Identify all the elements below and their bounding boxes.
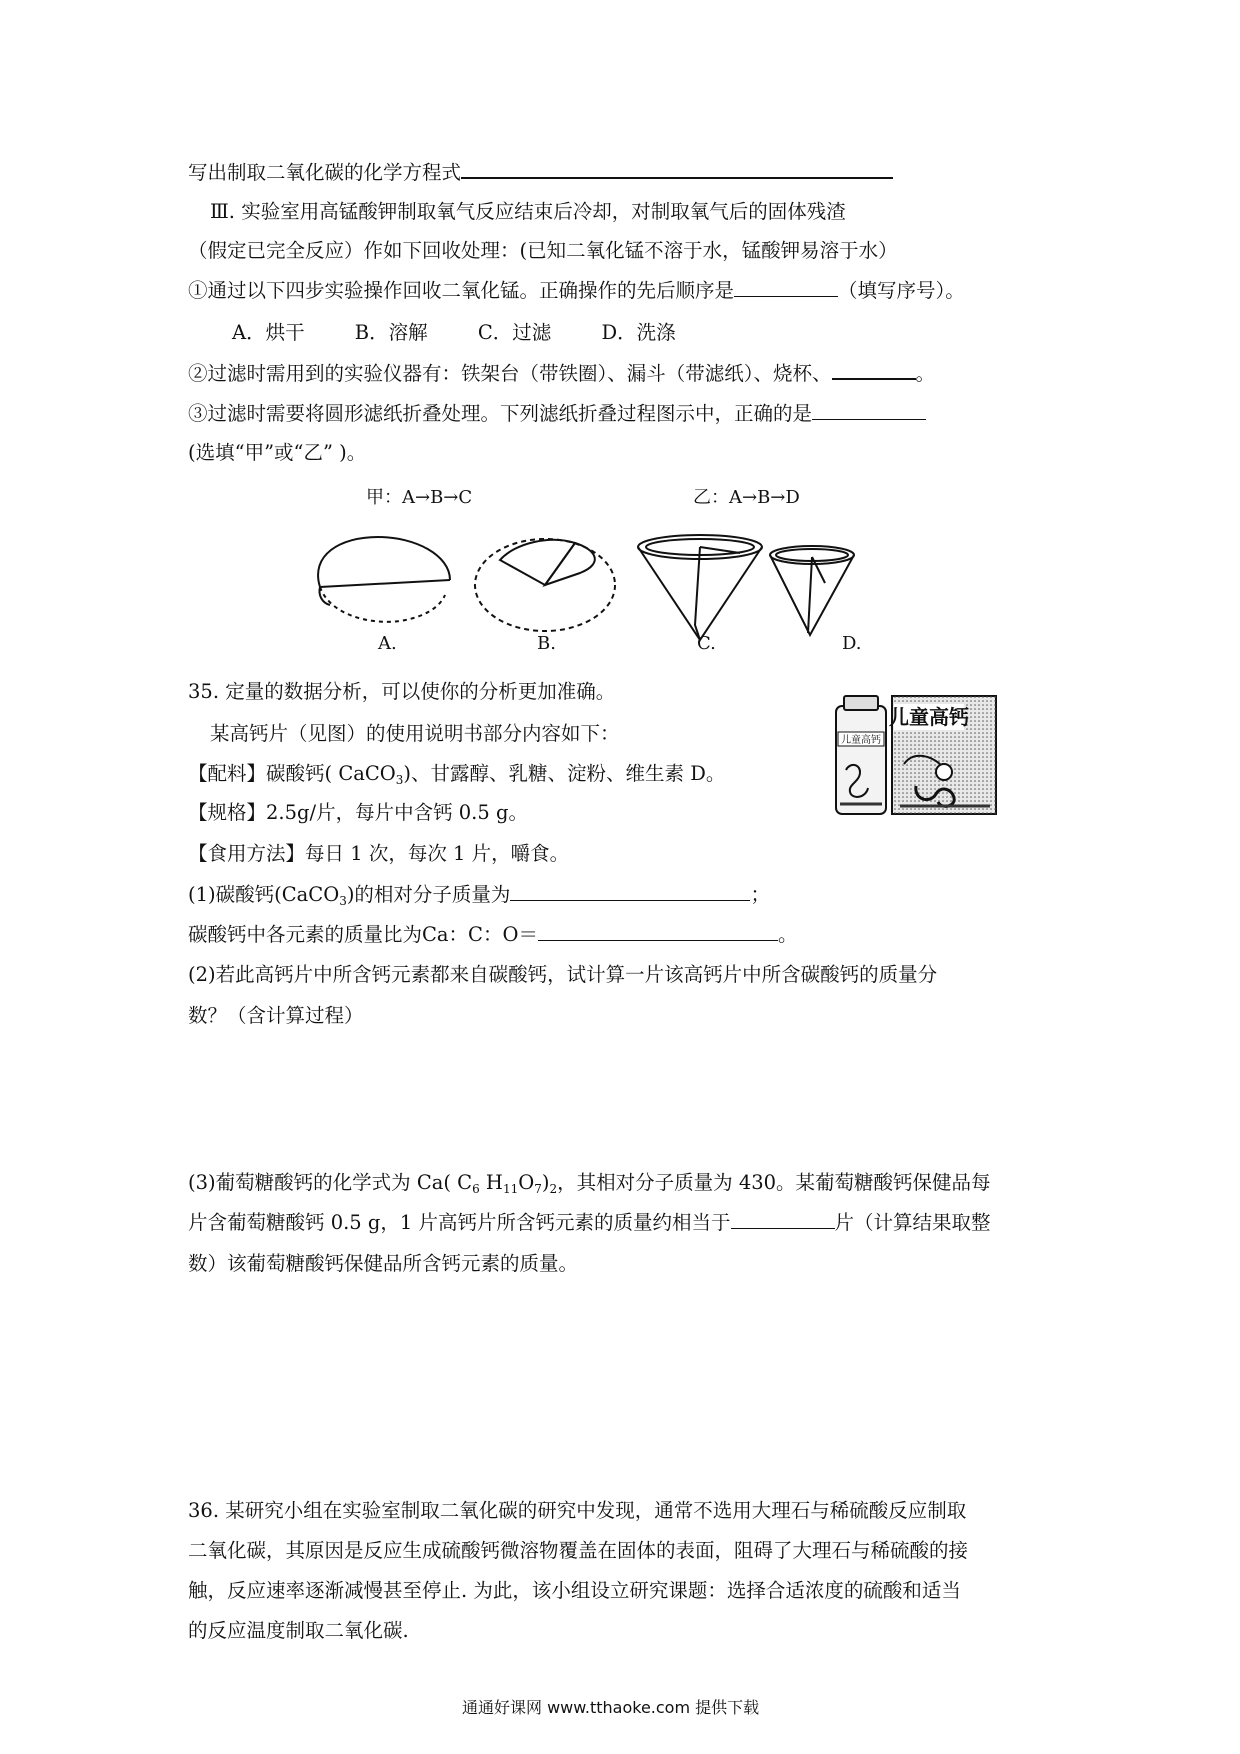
q35-spec-tag: 【规格】 bbox=[188, 801, 267, 824]
q35-p1b-tail: 。 bbox=[777, 923, 798, 946]
fold-step-c-drawing bbox=[638, 535, 762, 640]
part3-intro-line2: （假定已完全反应）作如下回收处理：(已知二氧化锰不溶于水，锰酸钾易溶于水） bbox=[188, 239, 898, 262]
q35-p3-formula-rest: ，其相对分子质量为 430。某葡萄糖酸钙保健品每 bbox=[557, 1171, 991, 1194]
option-c: C．过滤 bbox=[477, 321, 552, 344]
part3-q2-line bbox=[188, 361, 935, 387]
q35-spec-text: 2.5g/片，每片中含钙 0.5 g。 bbox=[266, 801, 528, 824]
q35-p3-formula-close: ) bbox=[541, 1171, 550, 1194]
q35-p1b-text: 碳酸钙中各元素的质量比为Ca：C：O＝ bbox=[188, 923, 538, 946]
q35-p3-sub7: 7 bbox=[534, 1182, 542, 1196]
box-label-text: 儿童高钙 bbox=[889, 705, 969, 729]
calcium-product-image bbox=[830, 692, 1000, 820]
q35-p3-line2-tail: 片（计算结果取整 bbox=[834, 1211, 991, 1234]
part3-q1-tail: （填写序号）。 bbox=[838, 279, 965, 302]
q35-intro: 某高钙片（见图）的使用说明书部分内容如下： bbox=[210, 722, 620, 745]
q35-p1b-line bbox=[188, 922, 797, 948]
q35-p3-sub6: 6 bbox=[472, 1182, 480, 1196]
q35-p3-sub11: 11 bbox=[502, 1182, 519, 1196]
option-d: D．洗涤 bbox=[601, 321, 676, 344]
q36-line1: 36. 某研究小组在实验室制取二氧化碳的研究中发现，通常不选用大理石与稀硫酸反应制取 bbox=[188, 1499, 967, 1522]
q35-p1a-tail: ； bbox=[750, 883, 770, 906]
option-b: B．溶解 bbox=[354, 321, 428, 344]
q35-usage-text: 每日 1 次，每次 1 片，嚼食。 bbox=[305, 842, 570, 865]
co2-equation-line bbox=[188, 160, 893, 186]
q35-ingredients-sub: 3 bbox=[395, 773, 404, 787]
q35-p2-line2: 数？（含计算过程） bbox=[188, 1004, 364, 1027]
q35-p3-line2-text: 片含葡萄糖酸钙 0.5 g，1 片高钙片所含钙元素的质量约相当于 bbox=[188, 1211, 731, 1234]
figure-label-a: A. bbox=[378, 633, 397, 654]
part3-q3-line bbox=[188, 401, 926, 427]
option-a: A．烘干 bbox=[232, 321, 305, 344]
q35-p1a-text: (1)碳酸钙(CaCO bbox=[188, 883, 340, 906]
q35-p3-line2 bbox=[188, 1210, 991, 1236]
q35-p1a-rest: )的相对分子质量为 bbox=[346, 883, 511, 906]
figure-label-d: D. bbox=[842, 633, 862, 654]
fold-step-a-drawing bbox=[318, 537, 450, 622]
q35-p1b-blank[interactable] bbox=[538, 938, 778, 941]
q35-p3-blank[interactable] bbox=[731, 1226, 835, 1229]
part3-q2-tail: 。 bbox=[915, 362, 936, 385]
figure-yi-label: 乙：A→B→D bbox=[693, 487, 800, 508]
q36-line2: 二氧化碳，其原因是反应生成硫酸钙微溶物覆盖在固体的表面，阻碍了大理石与稀硫酸的接 bbox=[188, 1539, 969, 1562]
q35-p1a-line bbox=[188, 882, 770, 908]
filter-paper-folding-figure bbox=[300, 525, 860, 645]
part3-q1-text: ①通过以下四步实验操作回收二氧化锰。正确操作的先后顺序是 bbox=[188, 279, 735, 302]
q35-ingredients-line bbox=[188, 761, 725, 787]
part3-options bbox=[232, 320, 720, 346]
q35-ingredients-text: 碳酸钙( CaCO bbox=[266, 762, 396, 785]
part3-intro-line1: Ⅲ. 实验室用高锰酸钾制取氧气反应结束后冷却，对制取氧气后的固体残渣 bbox=[210, 200, 846, 223]
figure-jia-label: 甲：A→B→C bbox=[366, 487, 473, 508]
q35-p1a-sub: 3 bbox=[339, 894, 347, 908]
q35-ingredients-tag: 【配料】 bbox=[188, 762, 267, 785]
fold-step-b-drawing bbox=[475, 539, 615, 631]
footer-source: 通通好课网 www.tthaoke.com 提供下载 bbox=[462, 1698, 760, 1717]
part3-q2-blank[interactable] bbox=[832, 376, 916, 380]
co2-equation-prompt: 写出制取二氧化碳的化学方程式 bbox=[188, 161, 462, 184]
calcium-box-drawing bbox=[889, 696, 996, 814]
figure-label-c: C. bbox=[697, 633, 716, 654]
co2-equation-blank[interactable] bbox=[461, 175, 893, 179]
part3-q3-tail: (选填“甲”或“乙” )。 bbox=[188, 441, 367, 464]
q35-usage-tag: 【食用方法】 bbox=[188, 842, 306, 865]
part3-q3-text: ③过滤时需要将圆形滤纸折叠处理。下列滤纸折叠过程图示中，正确的是 bbox=[188, 402, 813, 425]
q35-p3-sub2: 2 bbox=[549, 1182, 558, 1196]
fold-step-d-drawing bbox=[770, 546, 854, 635]
q35-title: 35. 定量的数据分析，可以使你的分析更加准确。 bbox=[188, 680, 616, 703]
q35-p3-formula-start: (3)葡萄糖酸钙的化学式为 Ca( C bbox=[188, 1171, 473, 1194]
q35-p1a-blank[interactable] bbox=[510, 898, 750, 901]
q35-p3-formula-o: O bbox=[518, 1171, 535, 1194]
q35-spec-line bbox=[188, 800, 528, 826]
q35-p3-formula-h: H bbox=[479, 1171, 503, 1194]
part3-q2-text: ②过滤时需用到的实验仪器有：铁架台（带铁圈）、漏斗（带滤纸）、烧杯、 bbox=[188, 362, 832, 385]
q35-p3-line1 bbox=[188, 1170, 991, 1196]
figure-label-b: B. bbox=[537, 633, 556, 654]
part3-q1-blank[interactable] bbox=[734, 294, 838, 297]
part3-q3-blank[interactable] bbox=[812, 417, 926, 420]
q35-usage-line bbox=[188, 841, 569, 867]
bottle-label-text: 儿童高钙 bbox=[841, 735, 881, 746]
q35-p2-line1: (2)若此高钙片中所含钙元素都来自碳酸钙，试计算一片该高钙片中所含碳酸钙的质量分 bbox=[188, 963, 938, 986]
calcium-bottle-drawing bbox=[836, 696, 886, 814]
q36-line3: 触，反应速率逐渐减慢甚至停止. 为此，该小组设立研究课题：选择合适浓度的硫酸和适当 bbox=[188, 1579, 961, 1602]
q35-p3-line3: 数）该葡萄糖酸钙保健品所含钙元素的质量。 bbox=[188, 1252, 579, 1275]
part3-q1-line bbox=[188, 278, 965, 304]
q36-line4: 的反应温度制取二氧化碳. bbox=[188, 1619, 409, 1642]
q35-ingredients-rest: )、甘露醇、乳糖、淀粉、维生素 D。 bbox=[403, 762, 726, 785]
